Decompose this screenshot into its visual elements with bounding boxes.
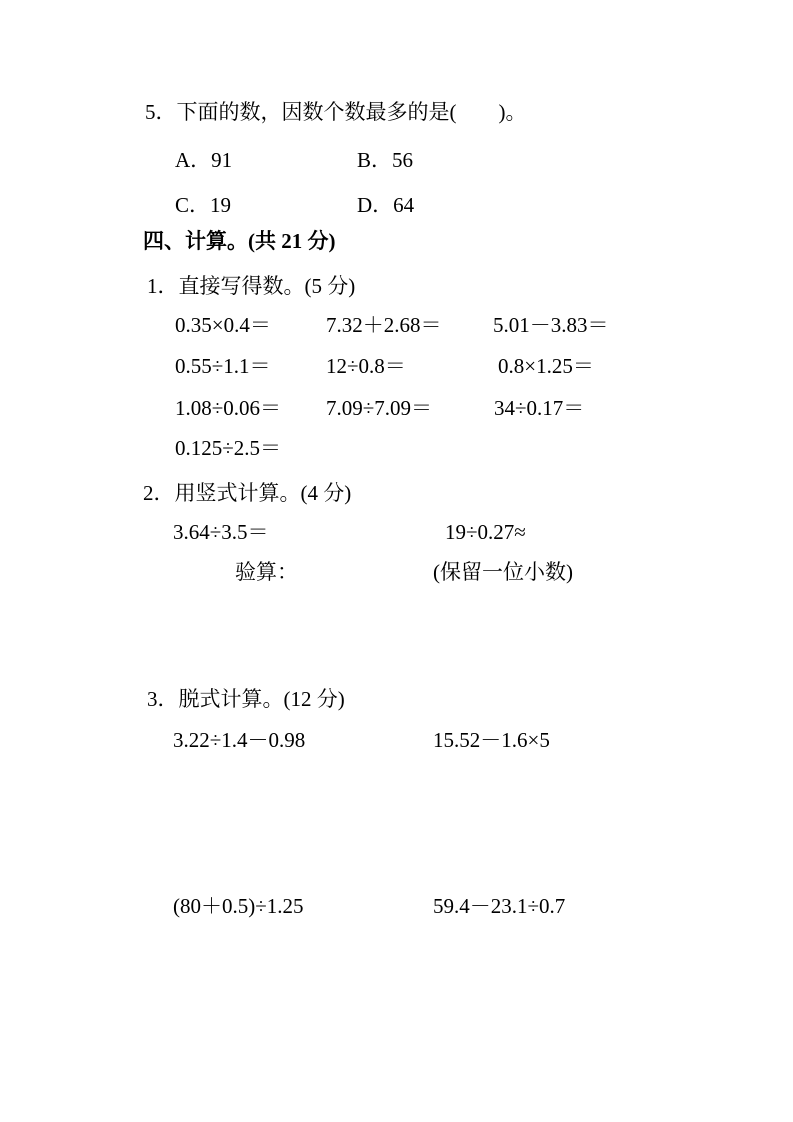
oral-calc-problem: 5.01－3.83＝ [493, 313, 609, 337]
sub1-title: 直接写得数。(5 分) [178, 274, 356, 298]
option-b-key: B． [357, 148, 393, 172]
oral-calc-problem: 1.08÷0.06＝ [175, 396, 282, 420]
question-5-text: 下面的数，因数个数最多的是( )。 [176, 100, 527, 124]
oral-calc-problem: 7.09÷7.09＝ [326, 396, 433, 420]
sub3-heading [147, 688, 345, 711]
sub3-number: 3． [147, 687, 179, 711]
rounding-note: (保留一位小数) [433, 560, 573, 584]
oral-calc-problem: 0.35×0.4＝ [175, 313, 271, 337]
oral-calc-problem: 0.55÷1.1＝ [175, 354, 271, 378]
section-4-title: 计算。(共 21 分) [185, 229, 336, 253]
option-b-value: 56 [392, 148, 414, 172]
vertical-calc-right-expr: 19÷0.27≈ [445, 520, 526, 544]
section-4-number: 四、 [143, 229, 185, 253]
question-5-number: 5． [145, 100, 177, 124]
option-c-value: 19 [210, 193, 232, 217]
option-c [175, 194, 231, 217]
vertical-calc-left-expr: 3.64÷3.5＝ [173, 520, 269, 544]
option-d [357, 194, 414, 217]
question-5-line [145, 101, 527, 124]
sub3-title: 脱式计算。(12 分) [178, 687, 345, 711]
option-a-key: A． [175, 148, 212, 172]
option-b [357, 149, 413, 172]
check-label: 验算： [235, 560, 298, 584]
sub2-title: 用竖式计算。(4 分) [174, 481, 352, 505]
stepwise-problem: 3.22÷1.4－0.98 [173, 728, 306, 752]
option-d-key: D． [357, 193, 394, 217]
stepwise-problem: 15.52－1.6×5 [433, 728, 550, 752]
stepwise-problem: (80＋0.5)÷1.25 [173, 894, 304, 918]
stepwise-problem: 59.4－23.1÷0.7 [433, 894, 566, 918]
sub1-heading [147, 275, 355, 298]
sub2-heading [143, 482, 351, 505]
oral-calc-problem: 0.125÷2.5＝ [175, 436, 282, 460]
option-c-key: C． [175, 193, 211, 217]
option-d-value: 64 [393, 193, 415, 217]
option-a-value: 91 [211, 148, 233, 172]
oral-calc-problem: 12÷0.8＝ [326, 354, 406, 378]
oral-calc-problem: 7.32＋2.68＝ [326, 313, 442, 337]
section-4-heading [143, 230, 336, 253]
sub2-number: 2． [143, 481, 175, 505]
option-a [175, 149, 232, 172]
sub1-number: 1． [147, 274, 179, 298]
oral-calc-problem: 0.8×1.25＝ [498, 354, 594, 378]
oral-calc-problem: 34÷0.17＝ [494, 396, 585, 420]
